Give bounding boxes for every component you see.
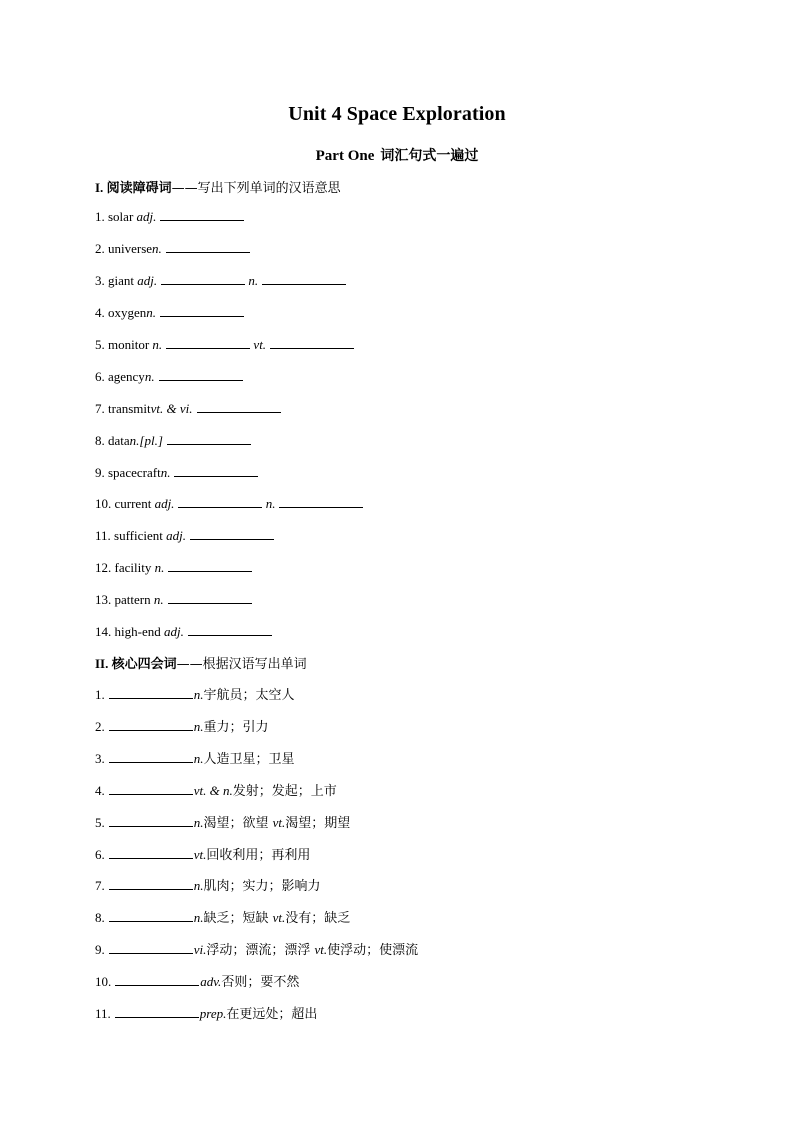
vocab-word: 13. pattern	[95, 592, 151, 607]
vocab-pos: n.	[152, 337, 163, 352]
answer-blank[interactable]	[178, 494, 262, 508]
answer-blank[interactable]	[168, 558, 252, 572]
core-word-item-3	[95, 749, 295, 767]
item-number: 8.	[95, 910, 105, 925]
answer-blank[interactable]	[109, 813, 193, 827]
vocab-pos: vt. & vi.	[150, 401, 193, 416]
answer-blank[interactable]	[160, 303, 244, 317]
section-1-number: I.	[95, 180, 104, 195]
item-number: 7.	[95, 878, 105, 893]
vocab-item-8	[95, 431, 251, 449]
vocab-item-2	[95, 239, 250, 257]
vocab-word: 9. spacecraft	[95, 465, 161, 480]
vocab-pos: n.	[152, 241, 162, 256]
item-pos: n.	[193, 878, 204, 893]
answer-blank-2[interactable]	[270, 335, 354, 349]
item-meaning: 肌肉；实力；影响力	[203, 879, 321, 894]
item-pos: n.	[193, 751, 204, 766]
item-pos: vi.	[193, 942, 207, 957]
item-meaning: 宇航员；太空人	[203, 688, 295, 703]
vocab-item-12	[95, 558, 252, 576]
vocab-pos: adj.	[137, 273, 158, 288]
item-number: 9.	[95, 942, 105, 957]
item-number: 2.	[95, 719, 105, 734]
section-2-dash: ——	[176, 657, 203, 672]
vocab-pos: n.	[154, 560, 165, 575]
item-pos: n.	[193, 910, 204, 925]
answer-blank[interactable]	[159, 367, 243, 381]
vocab-word: 10. current	[95, 496, 152, 511]
answer-blank[interactable]	[160, 207, 244, 221]
section-2-instruction: 根据汉语写出单词	[202, 657, 307, 672]
vocab-item-10	[95, 494, 363, 512]
item-number: 11.	[95, 1006, 111, 1021]
item-meaning: 渴望；欲望	[203, 816, 273, 831]
answer-blank[interactable]	[109, 940, 193, 954]
section-1-title: 阅读障碍词	[106, 181, 172, 196]
answer-blank[interactable]	[115, 1004, 199, 1018]
vocab-pos: adj.	[154, 496, 175, 511]
subtitle-part: Part One	[315, 148, 375, 164]
vocab-item-4	[95, 303, 244, 321]
answer-blank[interactable]	[109, 876, 193, 890]
vocab-pos: n.	[146, 305, 157, 320]
answer-blank-2[interactable]	[279, 494, 363, 508]
vocab-word: 1. solar	[95, 209, 134, 224]
vocab-word: 7. transmit	[95, 401, 151, 416]
answer-blank[interactable]	[109, 717, 193, 731]
core-word-item-1	[95, 685, 295, 703]
item-pos-2: vt.	[314, 942, 328, 957]
item-meaning: 在更远处；超出	[226, 1007, 318, 1022]
subtitle-cn: 词汇句式一遍过	[380, 148, 479, 164]
section-2-title: 核心四会词	[111, 657, 177, 672]
item-number: 5.	[95, 815, 105, 830]
vocab-pos: n.	[144, 369, 155, 384]
vocab-word: 11. sufficient	[95, 528, 163, 543]
item-meaning-2: 渴望；期望	[285, 816, 351, 831]
vocab-item-11	[95, 526, 274, 544]
vocab-pos: adj.	[136, 209, 157, 224]
page-subtitle	[0, 145, 794, 165]
vocab-item-14	[95, 622, 272, 640]
item-number: 1.	[95, 687, 105, 702]
core-word-item-5	[95, 813, 350, 831]
vocab-pos: adj.	[166, 528, 187, 543]
core-word-item-4	[95, 781, 337, 799]
answer-blank[interactable]	[115, 972, 199, 986]
item-pos: prep.	[199, 1006, 227, 1021]
vocab-word: 5. monitor	[95, 337, 150, 352]
core-word-item-2	[95, 717, 269, 735]
vocab-word: 14. high-end	[95, 624, 161, 639]
item-pos: n.	[193, 719, 204, 734]
section-1-instruction: 写出下列单词的汉语意思	[197, 181, 341, 196]
answer-blank[interactable]	[166, 239, 250, 253]
answer-blank[interactable]	[109, 685, 193, 699]
vocab-pos: n.	[160, 465, 171, 480]
item-pos: n.	[193, 687, 204, 702]
vocab-item-5	[95, 335, 354, 353]
item-pos-2: vt.	[272, 815, 286, 830]
answer-blank[interactable]	[166, 335, 250, 349]
answer-blank[interactable]	[109, 781, 193, 795]
vocab-word: 12. facility	[95, 560, 152, 575]
item-meaning-2: 没有；缺乏	[285, 911, 351, 926]
item-pos: n.	[193, 815, 204, 830]
item-number: 10.	[95, 974, 112, 989]
vocab-word: 4. oxygen	[95, 305, 147, 320]
vocab-pos-2: n.	[248, 273, 259, 288]
section-1-dash: ——	[171, 181, 198, 196]
answer-blank[interactable]	[168, 590, 252, 604]
answer-blank-2[interactable]	[262, 271, 346, 285]
answer-blank[interactable]	[190, 526, 274, 540]
item-meaning: 否则；要不然	[221, 975, 300, 990]
answer-blank[interactable]	[109, 908, 193, 922]
item-meaning: 回收利用；再利用	[206, 848, 311, 863]
item-number: 4.	[95, 783, 105, 798]
vocab-item-9	[95, 463, 258, 481]
section-1-heading	[95, 177, 341, 196]
item-pos: vt. & n.	[193, 783, 233, 798]
vocab-item-7	[95, 399, 281, 417]
answer-blank[interactable]	[188, 622, 272, 636]
item-meaning: 浮动；漂流；漂浮	[206, 943, 315, 958]
vocab-pos-2: vt.	[253, 337, 267, 352]
answer-blank[interactable]	[161, 271, 245, 285]
vocab-word: 3. giant	[95, 273, 134, 288]
vocab-word: 8. data	[95, 433, 130, 448]
page-title: Unit 4 Space Exploration	[288, 103, 506, 125]
vocab-word: 6. agency	[95, 369, 145, 384]
answer-blank[interactable]	[197, 399, 281, 413]
core-word-item-10	[95, 972, 299, 990]
item-meaning: 重力；引力	[203, 720, 269, 735]
core-word-item-8	[95, 908, 350, 926]
vocab-pos: n.[pl.]	[129, 433, 163, 448]
item-meaning: 缺乏；短缺	[203, 911, 273, 926]
item-pos: adv.	[200, 974, 222, 989]
item-number: 6.	[95, 847, 105, 862]
vocab-pos-2: n.	[265, 496, 276, 511]
item-meaning-2: 使浮动；使漂流	[327, 943, 419, 958]
vocab-word: 2. universe	[95, 241, 153, 256]
vocab-pos: adj.	[163, 624, 184, 639]
vocab-item-13	[95, 590, 252, 608]
vocab-pos: n.	[153, 592, 164, 607]
item-pos-2: vt.	[272, 910, 286, 925]
item-pos: vt.	[193, 847, 207, 862]
core-word-item-7	[95, 876, 321, 894]
item-meaning: 人造卫星；卫星	[203, 752, 295, 767]
vocab-item-3	[95, 271, 346, 289]
item-meaning: 发射；发起；上市	[232, 784, 337, 799]
vocab-item-6	[95, 367, 243, 385]
section-2-number: II.	[95, 656, 109, 671]
answer-blank[interactable]	[109, 845, 193, 859]
section-2-heading	[95, 653, 307, 672]
core-word-item-9	[95, 940, 418, 958]
answer-blank[interactable]	[167, 431, 251, 445]
answer-blank[interactable]	[174, 463, 258, 477]
answer-blank[interactable]	[109, 749, 193, 763]
core-word-item-6	[95, 845, 310, 863]
vocab-item-1	[95, 207, 244, 225]
core-word-item-11	[95, 1004, 317, 1022]
item-number: 3.	[95, 751, 105, 766]
